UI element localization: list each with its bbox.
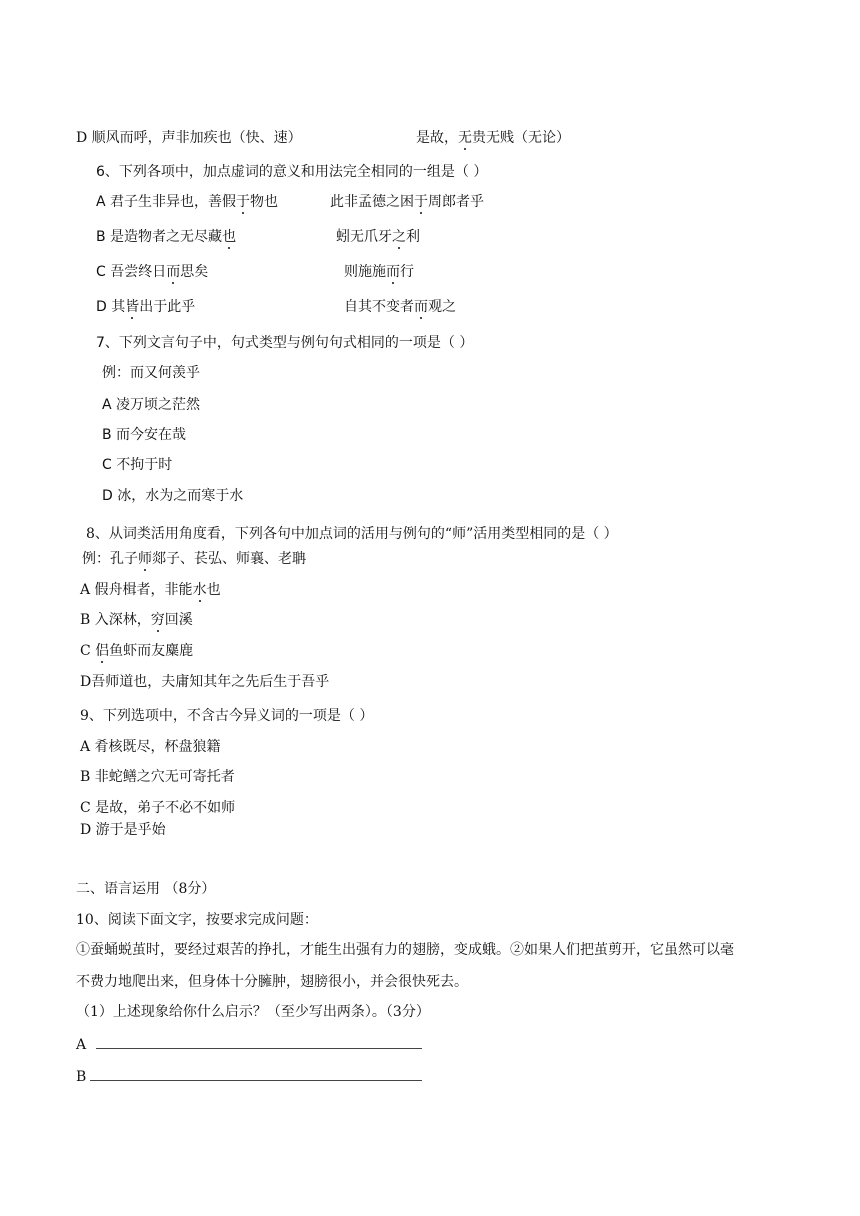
dotted-word: 而 xyxy=(414,299,428,315)
q7-example: 例：而又何羡乎 xyxy=(102,365,200,381)
q9-option-c: C 是故，弟子不必不如师 xyxy=(80,800,236,816)
q9-option-a: A 肴核既尽，杯盘狼籍 xyxy=(80,739,221,755)
dotted-word: 穷 xyxy=(150,612,165,628)
answer-label-b: B xyxy=(76,1069,87,1085)
passage-line-2: 不费力地爬出来，但身体十分臃肿，翅膀很小，并会很快死去。 xyxy=(76,974,468,990)
dotted-word: 师 xyxy=(138,551,152,567)
q7-option-a: A 凌万顷之茫然 xyxy=(102,397,201,413)
answer-blank-b[interactable] xyxy=(90,1080,422,1081)
q8-stem: 8、从词类活用角度看，下列各句中加点词的活用与例句的“师”活用类型相同的是（ ） xyxy=(86,526,618,542)
q8-option-c: C 侣鱼虾而友麋鹿 xyxy=(80,643,194,659)
q8-option-a: A 假舟楫者，非能水也 xyxy=(80,582,221,598)
dotted-word: 水 xyxy=(192,582,207,598)
dotted-word: 也 xyxy=(222,229,237,245)
q5-option-d: D 顺风而呼，声非加疾也（快、速） xyxy=(76,130,302,146)
section-heading: 二、语言运用 （8分） xyxy=(76,881,216,897)
q9-stem: 9、下列选项中，不含古今异义词的一项是（ ） xyxy=(80,708,374,724)
q10-stem: 10、阅读下面文字，按要求完成问题： xyxy=(76,912,318,928)
q6-option-c-right: 则施施而行 xyxy=(344,264,414,280)
q7-option-b: B 而今安在哉 xyxy=(102,427,187,443)
q9-option-b: B 非蛇鳝之穴无可寄托者 xyxy=(80,769,235,785)
q8-option-d: D吾师道也，夫庸知其年之先后生于吾乎 xyxy=(80,674,330,690)
q6-option-b-left: B 是造物者之无尽藏也 xyxy=(96,229,237,245)
q6-option-b-right: 蚓无爪牙之利 xyxy=(336,229,420,245)
q6-option-c-left: C 吾尝终日而思矣 xyxy=(96,264,209,280)
dotted-word: 皆 xyxy=(125,299,140,315)
answer-blank-a[interactable] xyxy=(96,1048,422,1049)
passage-line-1: ①蚕蛹蜕茧时，要经过艰苦的挣扎，才能生出强有力的翅膀，变成蛾。②如果人们把茧剪开，它虽然可以毫 xyxy=(76,942,734,958)
answer-label-a: A xyxy=(76,1037,87,1053)
q8-option-b: B 入深林，穷回溪 xyxy=(80,612,193,628)
q6-option-a-right: 此非孟德之困于周郎者乎 xyxy=(330,194,484,210)
dotted-word: 于 xyxy=(236,194,251,210)
dotted-word: 之 xyxy=(392,229,406,245)
q6-option-d-right: 自其不变者而观之 xyxy=(344,299,456,315)
q8-example: 例：孔子师郯子、苌弘、师襄、老聃 xyxy=(82,551,306,567)
q10-sub-question-1: （1）上述现象给你什么启示？（至少写出两条）。（3分） xyxy=(76,1004,430,1020)
dotted-word: 而 xyxy=(386,264,400,280)
q6-option-a-left: A 君子生非异也，善假于物也 xyxy=(96,194,279,210)
dotted-word: 侣 xyxy=(95,643,110,659)
dotted-word: 于 xyxy=(414,194,428,210)
dotted-word: 而 xyxy=(166,264,181,280)
q9-option-d: D 游于是乎始 xyxy=(80,822,166,838)
q7-option-c: C 不拘于时 xyxy=(102,457,173,473)
dotted-word: 无 xyxy=(458,130,472,146)
q6-option-d-left: D 其皆出于此乎 xyxy=(96,299,196,315)
q6-stem: 6、下列各项中，加点虚词的意义和用法完全相同的一组是（ ） xyxy=(96,164,488,180)
q7-stem: 7、下列文言句子中，句式类型与例句句式相同的一项是（ ） xyxy=(96,335,474,351)
q5-option-d-right: 是故，无贵无贱（无论） xyxy=(416,130,570,146)
q7-option-d: D 冰，水为之而寒于水 xyxy=(102,488,244,504)
